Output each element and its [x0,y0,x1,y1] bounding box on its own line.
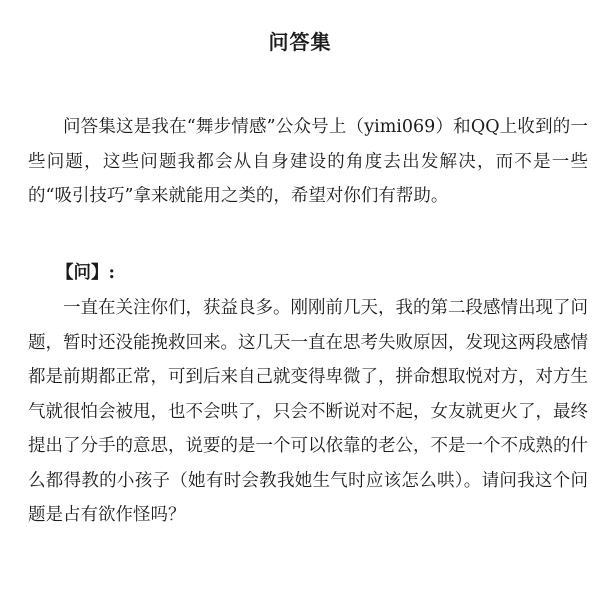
intro-paragraph: 问答集这是我在“舞步情感”公众号上（yimi069）和QQ上收到的一些问题，这些问题我都会从自身建设的角度去出发解决，而不是一些的“吸引技巧”拿来就能用之类的，希望对你们有帮助。 [28,117,588,206]
page-title: 问答集 [268,30,332,54]
question-label: 【问】: [56,263,115,283]
question-paragraph: 一直在关注你们，获益良多。刚刚前几天，我的第二段感情出现了问题，暂时还没能挽救回来。这几天一直在思考失败原因，发现这两段感情都是前期都正常，可到后来自己就变得卑微了，拼命想取悦对方，对方生气就很怕会被甩，也不会哄了，只会不断说对不起，女友就更火了，最终提出了分手的意思，说要的是一个可以依靠的老公，不是一个不成熟的什么都得教的小孩子（她有时会教我她生气时应该怎么哄）。请问我这个问题是占有欲作怪吗？ [28,298,588,525]
